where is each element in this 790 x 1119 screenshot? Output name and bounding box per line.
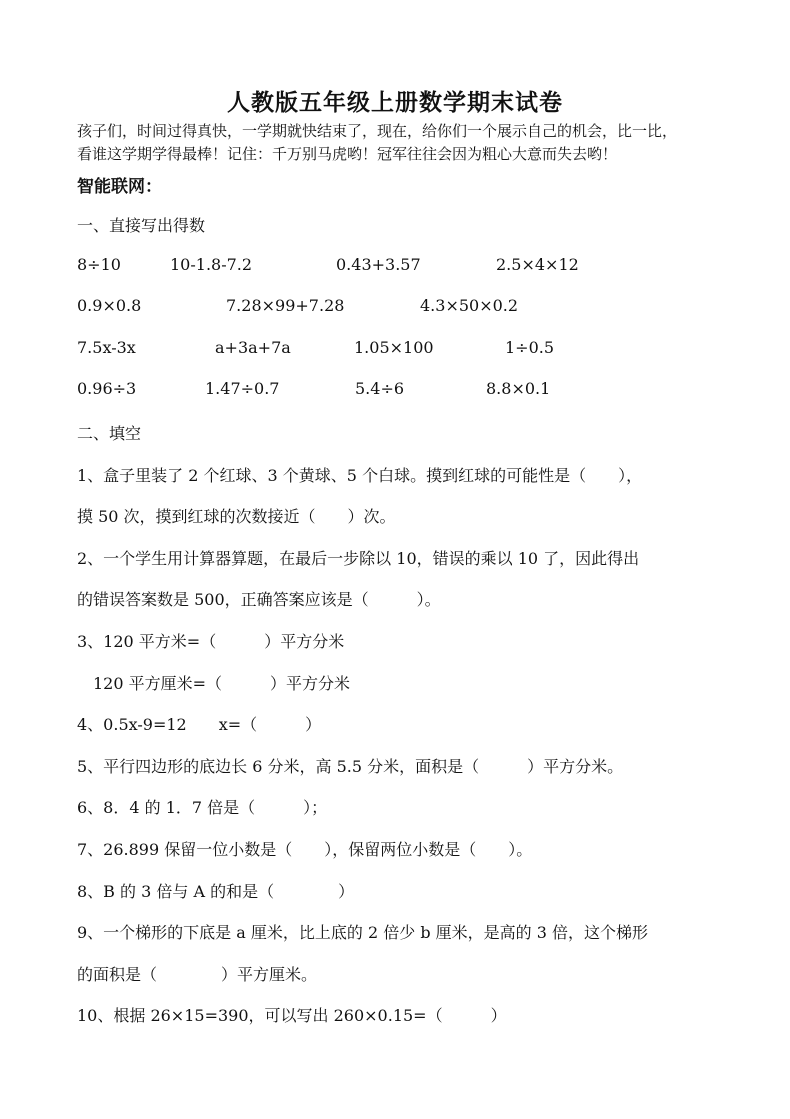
calc-item: 7.28×99+7.28	[226, 296, 345, 315]
calc-item: 5.4÷6	[355, 379, 405, 398]
question-line: 120 平方厘米=（ ）平方分米	[77, 674, 351, 693]
calc-item: 1.05×100	[354, 338, 434, 357]
calc-item: 0.96÷3	[77, 379, 137, 398]
question-line: 10、根据 26×15=390，可以写出 260×0.15=（ ）	[77, 1006, 507, 1025]
question-line: 9、一个梯形的下底是 a 厘米，比上底的 2 倍少 b 厘米，是高的 3 倍，这个梯形	[77, 923, 649, 942]
part1-heading: 一、直接写出得数	[77, 216, 206, 235]
section-heading: 智能联网：	[77, 177, 162, 197]
calc-item: 1.47÷0.7	[205, 379, 280, 398]
calc-item: 10-1.8-7.2	[170, 255, 253, 274]
question-line: 1、盒子里装了 2 个红球、3 个黄球、5 个白球。摸到红球的可能性是（ ），	[77, 466, 643, 485]
question-line: 的面积是（ ）平方厘米。	[77, 965, 318, 984]
calc-item: 7.5x-3x	[77, 338, 136, 357]
calc-item: 0.9×0.8	[77, 296, 142, 315]
question-line: 摸 50 次，摸到红球的次数接近（ ）次。	[77, 507, 396, 526]
question-line: 2、一个学生用计算器算题，在最后一步除以 10，错误的乘以 10 了，因此得出	[77, 549, 640, 568]
calc-item: 4.3×50×0.2	[420, 296, 519, 315]
question-line: 4、0.5x-9=12 x=（ ）	[77, 715, 322, 734]
question-line: 6、8．4 的 1．7 倍是（ ）；	[77, 798, 328, 817]
intro-line-1: 孩子们，时间过得真快，一学期就快结束了，现在，给你们一个展示自己的机会，比一比，	[77, 122, 678, 140]
calc-item: 1÷0.5	[505, 338, 555, 357]
part2-heading: 二、填空	[77, 424, 142, 443]
calc-item: 2.5×4×12	[496, 255, 579, 274]
calc-item: 8÷10	[77, 255, 121, 274]
question-line: 8、B 的 3 倍与 A 的和是（ ）	[77, 882, 355, 901]
question-line: 5、平行四边形的底边长 6 分米，高 5.5 分米，面积是（ ）平方分米。	[77, 757, 624, 776]
intro-line-2: 看谁这学期学得最棒！记住：千万别马虎哟！冠军往往会因为粗心大意而失去哟！	[77, 145, 618, 163]
calc-item: 8.8×0.1	[486, 379, 551, 398]
question-line: 3、120 平方米=（ ）平方分米	[77, 632, 345, 651]
question-line: 的错误答案数是 500，正确答案应该是（ ）。	[77, 590, 441, 609]
question-line: 7、26.899 保留一位小数是（ ），保留两位小数是（ ）。	[77, 840, 533, 859]
calc-item: 0.43+3.57	[336, 255, 421, 274]
exam-title: 人教版五年级上册数学期末试卷	[227, 90, 563, 116]
calc-item: a+3a+7a	[215, 338, 291, 357]
